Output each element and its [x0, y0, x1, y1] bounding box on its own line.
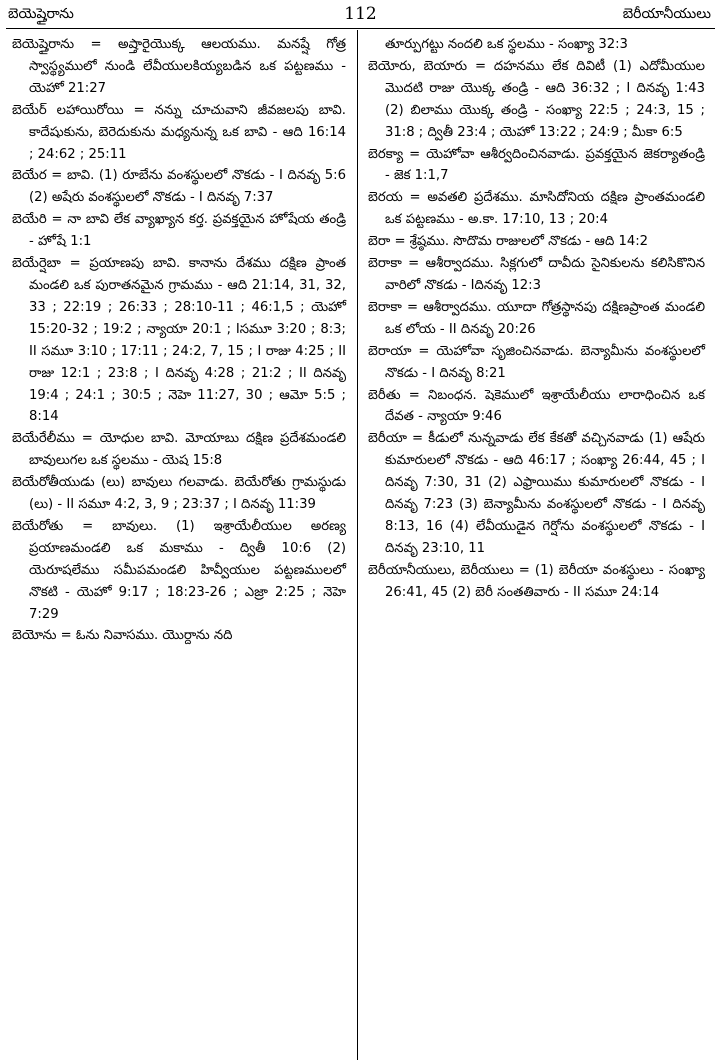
dictionary-entry: బెరాకా = ఆశీర్వాదము. సిక్లగులో దావీదు సైనికులను కలిసికొనిన వారిలో నొకడు - Iదినవృ 12:3: [368, 256, 705, 293]
dictionary-entry: బెయేరి = నా బావి లేక వ్యాఖ్యాన కర్త. ప్రవక్తయైన హోషేయ తండ్రి - హోషే 1:1: [12, 212, 346, 250]
dictionary-entry: బెరాయా = యెహోవా సృజించినవాడు. బెన్యామీను వంశస్థులలో నొకడు - I దినవృ 8:21: [368, 343, 705, 381]
running-header: [6, 2, 715, 29]
right-column: [368, 34, 705, 604]
dictionary-entry: బెయేర్షెబా = ప్రయాణపు బావి. కానాను దేశము దక్షిణ ప్రాంత మండలి ఒక పురాతనమైన గ్రామము - ఆది 21:14, 31, 32, 33 ; 22:19 ; 26:33 ; 28:10-11 ; 46:1,5 ; యెహో 15:20-32 ; 19:2 ; న్యాయా 20:1 ; Iసమూ 3:20 ; 8:3; II సమూ 3:10 ; 17:11 ; 24:2, 7, 15 ; I రాజు 4:25 ; II రాజు 12:1 ; 23:8 ; I దినవృ 4:28 ; 21:2 ; II దినవృ 19:4 ; 24:1 ; 30:5 ; నెహె 11:27, 30 ; ఆమో 5:5 ; 8:14: [12, 256, 346, 425]
header-first-word: బెయెష్తైరాను: [8, 6, 74, 22]
entry-continuation: తూర్పుగట్టు నందలి ఒక స్థలము - సంఖ్యా 32:3: [385, 37, 628, 52]
dictionary-entry: బెయోను = ఓను నివాసము. యొర్దాను నది: [12, 628, 233, 644]
dictionary-entry: బెయేరోతీయుడు (లు) బావులు గలవాడు. బెయేరోతు గ్రామస్థుడు (లు) - II సమూ 4:2, 3, 9 ; 23:37 ; I దినవృ 11:39: [12, 475, 346, 513]
dictionary-entry: బెరక్యా = యెహోవా ఆశీర్వదించినవాడు. ప్రవక్తయైన జెకర్యాతండ్రి - జెక 1:1,7: [368, 146, 705, 184]
dictionary-entry: బెయేర = బావి. (1) రూబేను వంశస్థులలో నొకడు - I దినవృ 5:6 (2) అషేరు వంశస్థులలో నొకడు - I దినవృ 7:37: [12, 168, 346, 206]
page-number: 112: [344, 4, 377, 24]
header-last-word: బెరీయానీయులు: [622, 6, 711, 22]
dictionary-entry: బెరీయా = కీడులో నున్నవాడు లేక కేకతో వచ్చినవాడు (1) ఆషేరు కుమారులలో నొకడు - ఆది 46:17 ; సంఖ్యా 26:44, 45 ; I దినవృ 7:30, 31 (2) ఎఫ్రాయిము కుమారులలో నొకడు - I దినవృ 7:23 (3) బెన్యామీను వంశస్థులలో నొకడు - I దినవృ 8:13, 16 (4) లేవీయుడైన గెర్షోను వంశస్థులలో నొకడు - I దినవృ 23:10, 11: [368, 431, 705, 556]
dictionary-entry: బెయేరోతు = బావులు. (1) ఇశ్రాయేలీయుల అరణ్య ప్రయాణమండలి ఒక మకాము - ద్వితీ 10:6 (2) యెరూషలేము సమీపమండలి హివ్వీయుల పట్టణములలో నొకటి - యెహో 9:17 ; 18:23-26 ; ఎజ్రా 2:25 ; నెహె 7:29: [12, 518, 346, 622]
dictionary-entry: బెయెష్తైరాను = అష్తారైయొక్క ఆలయము. మనష్షే గోత్ర స్వాస్థ్యములో నుండి లేవీయులకియ్యబడిన ఒక పట్టణము - యెహో 21:27: [12, 37, 346, 96]
dictionary-entry: బెయేరేలీము = యోధుల బావి. మోయాబు దక్షిణ ప్రదేశమండలి బావులుగల ఒక స్థలము - యెష 15:8: [12, 431, 346, 469]
dictionary-entry: బెరీయానీయులు, బెరీయులు = (1) బెరీయా వంశస్థులు - సంఖ్యా 26:41, 45 (2) బెరీ సంతతివారు - II సమూ 24:14: [368, 562, 705, 600]
dictionary-entry: బెరా = శ్రేష్ఠము. సొదొమ రాజులలో నొకడు - ఆది 14:2: [368, 234, 649, 250]
dictionary-entry: బెయేర్ లహాయిరోయి = నన్ను చూచువాని జీవజలపు బావి. కాదేషుకును, బెరెదుకును మధ్యనున్న ఒక బావి - ఆది 16:14 ; 24:62 ; 25:11: [12, 102, 346, 162]
dictionary-entry: బెరయ = అవతలి ప్రదేశము. మాసిదోనియ దక్షిణ ప్రాంతమండలి ఒక పట్టణము - అ.కా. 17:10, 13 ; 20:4: [368, 190, 705, 228]
dictionary-entry: బెరీతు = నిబంధన. షెకెములో ఇశ్రాయేలీయు లారాధించిన ఒక దేవత - న్యాయా 9:46: [368, 387, 705, 425]
dictionary-entry: బెయోరు, బెయారు = దహనము లేక దివిటీ (1) ఎదోమీయుల మొదటి రాజు యొక్క తండ్రి - ఆది 36:32 ; I దినవృ 1:43 (2) బిలాము యొక్క తండ్రి - సంఖ్యా 22:5 ; 24:3, 15 ; 31:8 ; ద్వితీ 23:4 ; యెహో 13:22 ; 24:9 ; మీకా 6:5: [368, 58, 705, 140]
column-divider: [357, 30, 358, 1060]
dictionary-entry: బెరాకా = ఆశీర్వాదము. యూదా గోత్రస్థానపు దక్షిణప్రాంత మండలి ఒక లోయ - II దినవృ 20:26: [368, 299, 705, 337]
left-column: [12, 34, 346, 647]
